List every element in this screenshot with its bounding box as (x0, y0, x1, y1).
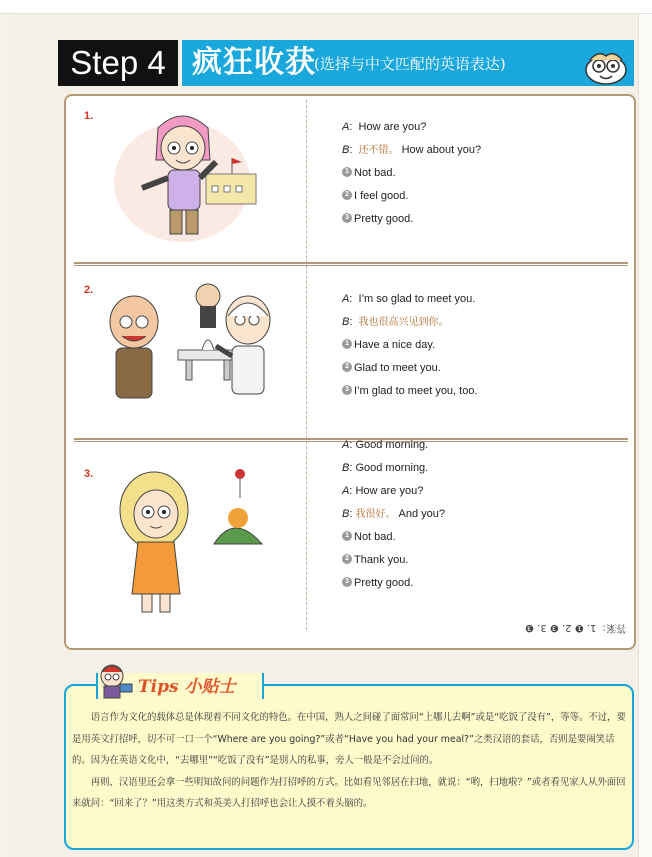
page-top-strip (0, 0, 652, 14)
option-3[interactable] (342, 208, 481, 231)
option-label: I’m glad to meet you, too. (354, 385, 478, 397)
dialogue-line-text: Good morning. (355, 462, 429, 474)
tips-text (72, 707, 628, 815)
row-divider (74, 262, 628, 266)
option-label: Not bad. (354, 531, 396, 543)
option-label: Glad to meet you. (354, 362, 441, 374)
dialogue-2: A: I’m so glad to meet you. B: 我也很高兴见到你。 1 Have a nice day. 2 Glad to meet you. 3 I’m glad to meet you, too. (342, 288, 478, 403)
option-number-icon: 2 (342, 362, 352, 372)
option-1[interactable] (342, 162, 481, 185)
tips-paragraph: 再则，汉语里还会拿一些明知故问的问题作为打招呼的方式。比如看见邻居在扫地，就说：“哟，扫地啦？”或者看见家人从外面回来就问：“回来了？”用这类方式和英美人打招呼也会让人摸不着头脑的。 (72, 776, 626, 809)
item-number: 2. (84, 284, 94, 296)
title-bar (182, 40, 634, 86)
option-2[interactable] (342, 357, 478, 380)
option-number-icon: 2 (342, 554, 352, 564)
option-1[interactable] (342, 526, 445, 549)
option-number-icon: 3 (342, 213, 352, 223)
option-label: I feel good. (354, 190, 409, 202)
dialogue-line-text: How are you? (358, 121, 427, 133)
option-label: Pretty good. (354, 213, 414, 225)
tips-paragraph: 语言作为文化的载体总是体现着不同文化的特色。在中国，熟人之间碰了面常问“上哪儿去啊”或是“吃饭了没有”，等等。不过，要是用英文打招呼，切不可一口一个“Where are you going?”或者“Have you had your meal?”之类汉语的套话，否则是要闹笑话的。因为在英语文化中，“去哪里”“吃饭了没有”是别人的私事，旁人一般是不会过问的。 (72, 712, 626, 766)
girl-morning-illustration (106, 458, 282, 618)
option-label: Pretty good. (354, 577, 414, 589)
option-number-icon: 1 (342, 339, 352, 349)
option-number-icon: 2 (342, 190, 352, 200)
exercise-box (64, 94, 636, 650)
dialogue-1: A: How are you? B: 还不错。 How about you? 1 Not bad. 2 I feel good. 3 Pretty good. (342, 116, 481, 231)
page-right-edge (638, 14, 652, 857)
section-title: 疯狂收获 (192, 45, 316, 80)
dialogue-line-text: Good morning. (355, 439, 429, 451)
section-header (58, 40, 634, 86)
tips-title: Tips 小贴士 (138, 677, 236, 697)
option-label: Have a nice day. (354, 339, 436, 351)
option-number-icon: 3 (342, 385, 352, 395)
option-1[interactable] (342, 334, 478, 357)
girl-waving-illustration (112, 102, 262, 244)
upside-down-answer-key: 答案：1. ❶ 2. ❸ 3. ❸ (524, 622, 626, 633)
column-divider (306, 100, 307, 630)
option-number-icon: 1 (342, 531, 352, 541)
option-label: Thank you. (354, 554, 409, 566)
option-number-icon: 3 (342, 577, 352, 587)
option-label: Not bad. (354, 167, 396, 179)
item-number: 3. (84, 468, 94, 480)
chinese-prompt: 我也很高兴见到你。 (358, 317, 449, 328)
dialogue-line-text: I’m so glad to meet you. (358, 293, 476, 305)
meeting-illustration (98, 276, 274, 406)
section-subtitle: (选择与中文匹配的英语表达) (314, 55, 506, 73)
dialogue-line-text: How about you? (401, 144, 482, 156)
option-number-icon: 1 (342, 167, 352, 177)
option-3[interactable] (342, 380, 478, 403)
chinese-prompt: 还不错。 (358, 145, 399, 156)
option-2[interactable] (342, 549, 445, 572)
mascot-icon (576, 46, 636, 86)
dialogue-3: A: Good morning. B: Good morning. A: How are you? B: 我很好。 And you? 1 Not bad. 2 Thank you. 3 Pretty good. (342, 434, 445, 595)
chinese-prompt: 我很好。 (355, 509, 396, 520)
item-number: 1. (84, 110, 94, 122)
dialogue-line-text: How are you? (355, 485, 424, 497)
option-3[interactable] (342, 572, 445, 595)
teacher-mascot-icon (96, 660, 136, 700)
step-label: Step 4 (58, 40, 178, 86)
option-2[interactable] (342, 185, 481, 208)
dialogue-line-text: And you? (398, 508, 446, 520)
